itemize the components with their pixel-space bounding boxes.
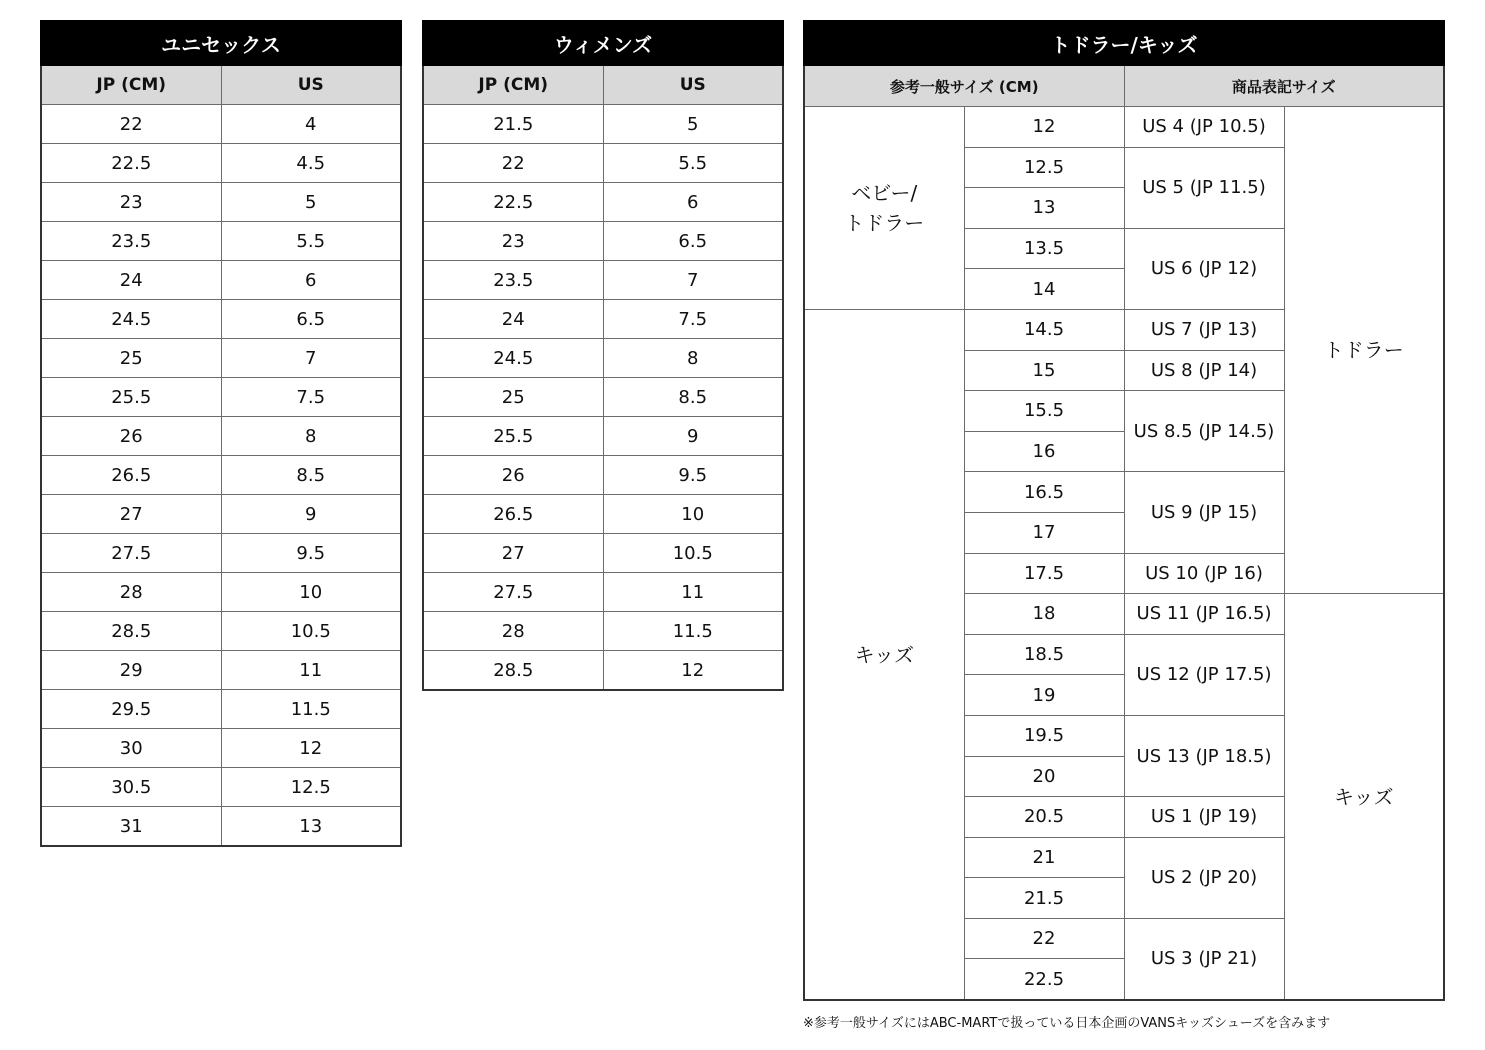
table-row [423, 573, 783, 612]
unisex-us-cell: 7 [221, 339, 401, 378]
womens-title: ウィメンズ [423, 21, 783, 65]
unisex-title: ユニセックス [41, 21, 401, 65]
table-row [423, 417, 783, 456]
unisex-us-cell: 10.5 [221, 612, 401, 651]
ref-size: 20.5 [964, 797, 1124, 838]
ref-size: 18.5 [964, 634, 1124, 675]
us-label: US 7 (JP 13) [1124, 309, 1284, 350]
womens-jp-cell: 22.5 [423, 183, 603, 222]
table-row [41, 690, 401, 729]
table-row [423, 495, 783, 534]
unisex-us-cell: 10 [221, 573, 401, 612]
unisex-jp-cell: 25.5 [41, 378, 221, 417]
table-row [41, 456, 401, 495]
label-toddler: トドラー [1284, 107, 1444, 594]
table-row [41, 807, 401, 847]
table-row [41, 495, 401, 534]
ref-size: 19 [964, 675, 1124, 716]
womens-jp-cell: 26.5 [423, 495, 603, 534]
unisex-us-cell: 4 [221, 105, 401, 144]
womens-jp-cell: 28.5 [423, 651, 603, 691]
unisex-us-cell: 8.5 [221, 456, 401, 495]
womens-us-cell: 6 [603, 183, 783, 222]
womens-col-jp: JP (CM) [423, 65, 603, 105]
us-label: US 8.5 (JP 14.5) [1124, 391, 1284, 472]
womens-us-cell: 11.5 [603, 612, 783, 651]
table-row [41, 339, 401, 378]
table-row [41, 651, 401, 690]
ref-size: 21 [964, 837, 1124, 878]
unisex-jp-cell: 23.5 [41, 222, 221, 261]
table-row [41, 612, 401, 651]
us-label: US 6 (JP 12) [1124, 228, 1284, 309]
kids-title: トドラー/キッズ [804, 21, 1444, 65]
womens-size-table [422, 20, 784, 691]
unisex-jp-cell: 22 [41, 105, 221, 144]
us-label: US 8 (JP 14) [1124, 350, 1284, 391]
unisex-jp-cell: 24.5 [41, 300, 221, 339]
us-label: US 13 (JP 18.5) [1124, 715, 1284, 796]
table-row [41, 261, 401, 300]
womens-us-cell: 9 [603, 417, 783, 456]
us-label: US 4 (JP 10.5) [1124, 107, 1284, 148]
unisex-col-jp: JP (CM) [41, 65, 221, 105]
ref-size: 13.5 [964, 228, 1124, 269]
unisex-us-cell: 11.5 [221, 690, 401, 729]
womens-us-cell: 7 [603, 261, 783, 300]
unisex-jp-cell: 31 [41, 807, 221, 847]
unisex-jp-cell: 25 [41, 339, 221, 378]
ref-size: 12.5 [964, 147, 1124, 188]
womens-jp-cell: 23 [423, 222, 603, 261]
footnote: ※参考一般サイズにはABC-MARTで扱っている日本企画のVANSキッズシューズを含みます [803, 1016, 1331, 1031]
unisex-jp-cell: 27.5 [41, 534, 221, 573]
ref-size: 13 [964, 188, 1124, 229]
ref-size: 16 [964, 431, 1124, 472]
unisex-us-cell: 12.5 [221, 768, 401, 807]
table-row [41, 378, 401, 417]
ref-size: 21.5 [964, 878, 1124, 919]
table-row [423, 183, 783, 222]
unisex-jp-cell: 28 [41, 573, 221, 612]
unisex-jp-cell: 28.5 [41, 612, 221, 651]
womens-us-cell: 9.5 [603, 456, 783, 495]
table-row [41, 222, 401, 261]
us-label: US 2 (JP 20) [1124, 837, 1284, 918]
womens-jp-cell: 24.5 [423, 339, 603, 378]
womens-us-cell: 8 [603, 339, 783, 378]
kids-col-ref: 参考一般サイズ (CM) [804, 65, 1124, 107]
womens-jp-cell: 24 [423, 300, 603, 339]
us-label: US 9 (JP 15) [1124, 472, 1284, 553]
table-row [423, 261, 783, 300]
unisex-jp-cell: 27 [41, 495, 221, 534]
table-row [41, 534, 401, 573]
womens-us-cell: 12 [603, 651, 783, 691]
us-label: US 12 (JP 17.5) [1124, 634, 1284, 715]
ref-size: 15 [964, 350, 1124, 391]
womens-jp-cell: 25.5 [423, 417, 603, 456]
unisex-us-cell: 5.5 [221, 222, 401, 261]
table-row [41, 729, 401, 768]
unisex-us-cell: 6.5 [221, 300, 401, 339]
us-label: US 5 (JP 11.5) [1124, 147, 1284, 228]
womens-jp-cell: 27.5 [423, 573, 603, 612]
ref-size: 19.5 [964, 715, 1124, 756]
unisex-us-cell: 12 [221, 729, 401, 768]
unisex-us-cell: 8 [221, 417, 401, 456]
womens-jp-cell: 27 [423, 534, 603, 573]
table-row [423, 144, 783, 183]
table-row [423, 105, 783, 144]
womens-us-cell: 10.5 [603, 534, 783, 573]
unisex-jp-cell: 23 [41, 183, 221, 222]
kids-size-table [803, 20, 1445, 1001]
table-row [41, 144, 401, 183]
womens-jp-cell: 26 [423, 456, 603, 495]
table-row [423, 534, 783, 573]
us-label: US 1 (JP 19) [1124, 797, 1284, 838]
womens-jp-cell: 21.5 [423, 105, 603, 144]
ref-size: 17.5 [964, 553, 1124, 594]
group-kids: キッズ [804, 309, 964, 1000]
unisex-us-cell: 13 [221, 807, 401, 847]
unisex-jp-cell: 26 [41, 417, 221, 456]
label-kids: キッズ [1284, 594, 1444, 1000]
unisex-size-table [40, 20, 402, 847]
table-row [423, 222, 783, 261]
table-row [423, 651, 783, 691]
unisex-jp-cell: 26.5 [41, 456, 221, 495]
table-row [423, 339, 783, 378]
table-row [423, 456, 783, 495]
unisex-us-cell: 11 [221, 651, 401, 690]
womens-jp-cell: 23.5 [423, 261, 603, 300]
ref-size: 16.5 [964, 472, 1124, 513]
unisex-jp-cell: 30.5 [41, 768, 221, 807]
womens-jp-cell: 28 [423, 612, 603, 651]
ref-size: 22.5 [964, 959, 1124, 1000]
table-row [41, 768, 401, 807]
unisex-us-cell: 9 [221, 495, 401, 534]
womens-us-cell: 11 [603, 573, 783, 612]
womens-jp-cell: 25 [423, 378, 603, 417]
unisex-us-cell: 7.5 [221, 378, 401, 417]
womens-us-cell: 10 [603, 495, 783, 534]
ref-size: 20 [964, 756, 1124, 797]
ref-size: 14.5 [964, 309, 1124, 350]
table-row [41, 183, 401, 222]
table-row [41, 417, 401, 456]
womens-us-cell: 6.5 [603, 222, 783, 261]
us-label: US 10 (JP 16) [1124, 553, 1284, 594]
us-label: US 11 (JP 16.5) [1124, 594, 1284, 635]
ref-size: 17 [964, 512, 1124, 553]
ref-size: 18 [964, 594, 1124, 635]
womens-us-cell: 5 [603, 105, 783, 144]
unisex-us-cell: 9.5 [221, 534, 401, 573]
unisex-jp-cell: 30 [41, 729, 221, 768]
womens-col-us: US [603, 65, 783, 105]
womens-us-cell: 7.5 [603, 300, 783, 339]
table-row [423, 612, 783, 651]
table-row [423, 378, 783, 417]
table-row [41, 300, 401, 339]
unisex-us-cell: 6 [221, 261, 401, 300]
ref-size: 14 [964, 269, 1124, 310]
unisex-us-cell: 5 [221, 183, 401, 222]
ref-size: 12 [964, 107, 1124, 148]
unisex-col-us: US [221, 65, 401, 105]
table-row [41, 573, 401, 612]
unisex-jp-cell: 24 [41, 261, 221, 300]
unisex-jp-cell: 22.5 [41, 144, 221, 183]
unisex-jp-cell: 29.5 [41, 690, 221, 729]
womens-us-cell: 5.5 [603, 144, 783, 183]
unisex-jp-cell: 29 [41, 651, 221, 690]
kids-col-label: 商品表記サイズ [1124, 65, 1444, 107]
table-row [41, 105, 401, 144]
ref-size: 15.5 [964, 391, 1124, 432]
unisex-us-cell: 4.5 [221, 144, 401, 183]
ref-size: 22 [964, 918, 1124, 959]
us-label: US 3 (JP 21) [1124, 918, 1284, 1000]
table-row [423, 300, 783, 339]
group-baby-toddler: ベビー/ トドラー [804, 107, 964, 310]
womens-jp-cell: 22 [423, 144, 603, 183]
womens-us-cell: 8.5 [603, 378, 783, 417]
